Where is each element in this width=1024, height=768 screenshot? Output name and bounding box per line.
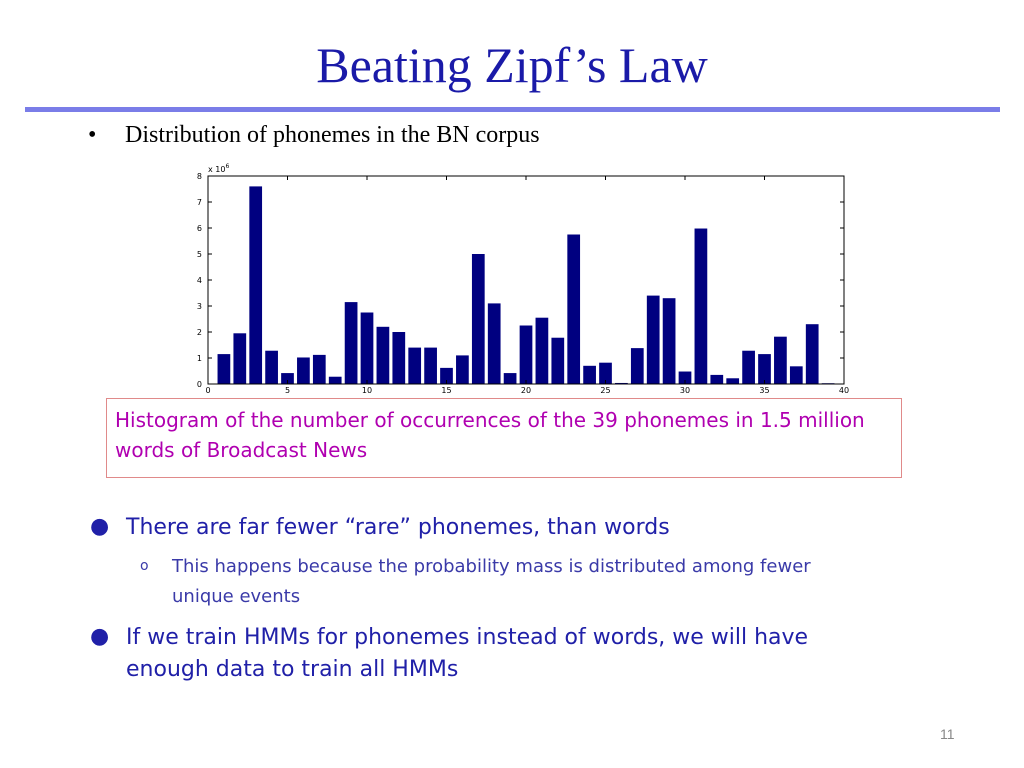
y-multiplier-label: x $10^6$ — [208, 163, 230, 174]
x-tick-label: 30 — [679, 386, 691, 395]
sub-bullet-line-2: unique events — [172, 586, 301, 607]
bar-phoneme-23 — [567, 235, 580, 385]
bar-phoneme-33 — [726, 378, 739, 384]
bullet-train-hmms-line-1: If we train HMMs for phonemes instead of words, we will have — [126, 625, 809, 650]
bar-phoneme-35 — [758, 354, 771, 384]
bar-phoneme-38 — [806, 324, 819, 384]
bullet-distribution-text: Distribution of phonemes in the BN corpus — [125, 122, 540, 148]
y-tick-labels — [197, 172, 202, 389]
bar-phoneme-1 — [218, 354, 231, 384]
y-tick-label: 1 — [196, 354, 202, 363]
bar-phoneme-8 — [329, 377, 342, 384]
x-tick-label: 25 — [600, 386, 611, 395]
page-number: 11 — [940, 726, 955, 742]
bar-phoneme-29 — [663, 298, 676, 384]
y-tick-label: 2 — [196, 328, 202, 337]
bar-phoneme-22 — [551, 338, 564, 384]
x-tick-label: 10 — [361, 386, 373, 395]
x-tick-label: 35 — [759, 386, 770, 395]
bar-phoneme-16 — [456, 355, 469, 384]
y-tick-label: 4 — [196, 276, 202, 285]
title-underline — [25, 107, 1000, 112]
phoneme-histogram — [190, 160, 860, 395]
y-tick-label: 5 — [196, 250, 202, 259]
slide-title: Beating Zipf’s Law — [316, 37, 708, 93]
x-tick-labels — [205, 386, 849, 395]
bar-phoneme-19 — [504, 373, 517, 384]
y-tick-label: 6 — [196, 224, 202, 233]
bullet-dot: ● — [90, 624, 110, 649]
bar-phoneme-21 — [536, 318, 549, 384]
bar-phoneme-37 — [790, 366, 803, 384]
x-tick-label: 5 — [284, 386, 291, 395]
bar-phoneme-6 — [297, 357, 310, 384]
bar-phoneme-17 — [472, 254, 485, 384]
bar-phoneme-9 — [345, 302, 358, 384]
bar-phoneme-18 — [488, 303, 501, 384]
bullet-distribution — [88, 122, 540, 149]
bar-phoneme-12 — [392, 332, 405, 384]
x-tick-label: 15 — [441, 386, 452, 395]
bar-phoneme-34 — [742, 351, 755, 384]
bar-phoneme-7 — [313, 355, 326, 384]
bar-phoneme-14 — [424, 348, 437, 384]
y-tick-label: 0 — [196, 380, 202, 389]
bullet-train-hmms-line-2: enough data to train all HMMs — [126, 657, 459, 682]
bars — [218, 186, 835, 384]
bar-phoneme-24 — [583, 366, 596, 384]
sub-bullet-line-1: This happens because the probability mass is distributed among fewer — [172, 556, 811, 577]
x-tick-label: 0 — [205, 386, 211, 395]
bar-phoneme-3 — [249, 186, 262, 384]
bar-phoneme-20 — [520, 326, 533, 385]
bar-phoneme-28 — [647, 296, 660, 384]
x-tick-label: 40 — [838, 386, 850, 395]
y-tick-label: 7 — [196, 198, 202, 207]
bar-phoneme-31 — [695, 229, 708, 384]
bullet-rare-phonemes-text: There are far fewer “rare” phonemes, than words — [126, 515, 670, 540]
bullet-dot: ● — [90, 514, 110, 539]
histogram-caption: Histogram of the number of occurrences of the 39 phonemes in 1.5 million words of Broadcast News — [106, 398, 902, 478]
bullet-dot: • — [88, 122, 97, 148]
y-tick-label: 8 — [196, 172, 202, 181]
bar-phoneme-36 — [774, 337, 787, 384]
bar-phoneme-4 — [265, 351, 278, 384]
bar-phoneme-10 — [361, 313, 374, 385]
bar-phoneme-32 — [710, 375, 723, 384]
bar-phoneme-27 — [631, 348, 644, 384]
bar-phoneme-13 — [408, 348, 421, 384]
bar-phoneme-2 — [233, 333, 246, 384]
x-tick-label: 20 — [520, 386, 532, 395]
bar-phoneme-11 — [377, 327, 390, 384]
y-tick-label: 3 — [196, 302, 202, 311]
sub-bullet-marker: o — [140, 558, 149, 574]
